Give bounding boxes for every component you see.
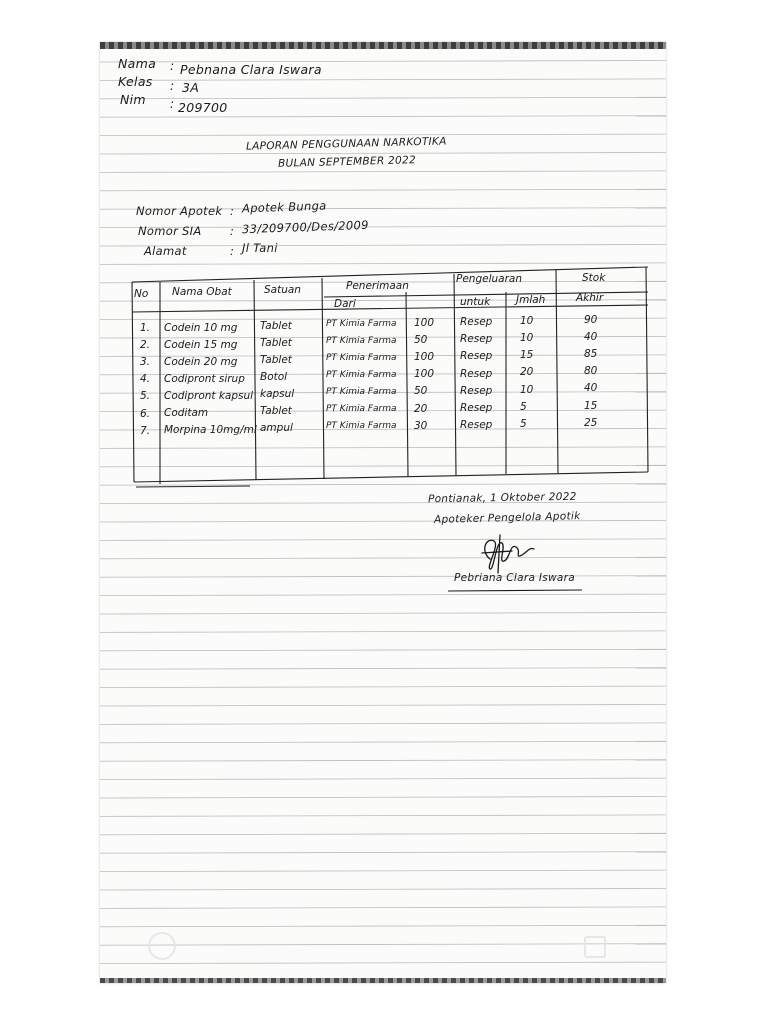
- pharmacy-colon: :: [230, 204, 235, 218]
- pharmacy-value-nomor-sia: 33/209700/Des/2009: [241, 217, 369, 237]
- table-cell-untuk: Resep: [460, 316, 493, 329]
- report-subtitle: BULAN SEPTEMBER 2022: [277, 154, 417, 170]
- table-header-satuan: Satuan: [264, 284, 301, 296]
- table-cell-untuk: Resep: [460, 333, 493, 346]
- table-cell-no: 2.: [140, 339, 151, 352]
- table-cell-stok: 25: [584, 416, 598, 429]
- table-cell-untuk: Resep: [460, 367, 493, 380]
- table-cell-terima: 100: [414, 351, 435, 364]
- table-cell-stok: 40: [584, 331, 598, 344]
- table-cell-dari: PT Kimia Farma: [326, 421, 397, 432]
- table-cell-satuan: Tablet: [260, 405, 292, 418]
- identity-value-nim: 209700: [178, 100, 228, 115]
- table-cell-untuk: Resep: [460, 418, 493, 431]
- pharmacy-colon: :: [230, 224, 235, 238]
- identity-label-nama: Nama: [118, 56, 157, 71]
- table-cell-satuan: Botol: [260, 371, 288, 384]
- pharmacy-label-nomor-sia: Nomor SIA: [138, 224, 202, 238]
- pharmacy-label-alamat: Alamat: [144, 244, 187, 258]
- table-cell-no: 5.: [140, 390, 151, 403]
- table-cell-terima: 20: [414, 402, 428, 415]
- pharmacy-value-alamat: Jl Tani: [242, 241, 278, 255]
- identity-colon: :: [170, 58, 175, 73]
- table-cell-dari: PT Kimia Farma: [326, 335, 397, 346]
- table-cell-jumlah: 20: [520, 366, 534, 379]
- table-cell-dari: PT Kimia Farma: [326, 318, 397, 329]
- table-cell-satuan: kapsul: [260, 388, 295, 401]
- table-cell-stok: 85: [584, 348, 598, 361]
- table-cell-dari: PT Kimia Farma: [326, 369, 397, 380]
- table-header-no: No: [134, 288, 149, 300]
- table-cell-nama: Codein 20 mg: [164, 355, 238, 368]
- table-cell-nama: Codipront sirup: [164, 372, 245, 385]
- table-cell-satuan: Tablet: [260, 319, 292, 332]
- faint-logo-mark-left: [148, 932, 176, 960]
- table-cell-jumlah: 5: [520, 417, 527, 430]
- identity-value-kelas: 3A: [182, 80, 200, 95]
- table-cell-untuk: Resep: [460, 350, 493, 363]
- table-cell-nama: Coditam: [164, 407, 209, 420]
- table-cell-stok: 90: [584, 314, 598, 326]
- table-cell-terima: 50: [414, 334, 428, 347]
- table-cell-nama: Codipront kapsul: [164, 389, 254, 402]
- identity-colon: :: [170, 78, 175, 93]
- table-cell-no: 3.: [140, 356, 151, 369]
- table-header-pengeluaran: Pengeluaran: [456, 273, 522, 285]
- table-cell-nama: Codein 15 mg: [164, 338, 238, 351]
- signature-underline: [448, 588, 584, 594]
- table-cell-dari: PT Kimia Farma: [326, 387, 397, 398]
- table-header-stok: Stok: [582, 272, 606, 284]
- closing-name: Pebriana Clara Iswara: [454, 572, 575, 584]
- table-header-akhir: Akhir: [576, 292, 604, 304]
- table-cell-terima: 50: [414, 385, 428, 398]
- table-header-jumlah: Jmlah: [516, 294, 546, 306]
- table-cell-no: 4.: [140, 373, 151, 386]
- table-header-untuk: untuk: [460, 296, 491, 308]
- table-cell-jumlah: 5: [520, 400, 527, 413]
- table-cell-nama: Codein 10 mg: [164, 321, 238, 334]
- table-cell-untuk: Resep: [460, 401, 493, 414]
- table-header-nama-obat: Nama Obat: [172, 286, 232, 298]
- table-cell-terima: 100: [414, 317, 435, 330]
- table-cell-jumlah: 10: [520, 332, 534, 345]
- report-title: LAPORAN PENGGUNAAN NARKOTIKA: [245, 135, 447, 153]
- table-cell-stok: 80: [584, 365, 598, 378]
- table-cell-jumlah: 10: [520, 315, 534, 328]
- handwritten-signature: [472, 529, 542, 577]
- table-header-penerimaan: Penerimaan: [346, 280, 409, 292]
- table-cell-nama: Morpina 10mg/ml: [164, 424, 257, 437]
- table-cell-dari: PT Kimia Farma: [326, 352, 397, 363]
- report-table-grid: [100, 42, 666, 983]
- pharmacy-value-nomor-apotek: Apotek Bunga: [241, 198, 327, 216]
- table-cell-no: 1.: [140, 322, 151, 334]
- table-cell-stok: 15: [584, 399, 598, 412]
- table-cell-dari: PT Kimia Farma: [326, 404, 397, 415]
- identity-value-nama: Pebnana Clara Iswara: [180, 62, 322, 77]
- table-cell-untuk: Resep: [460, 384, 493, 397]
- table-cell-jumlah: 10: [520, 383, 534, 396]
- table-cell-satuan: Tablet: [260, 354, 292, 367]
- table-cell-terima: 30: [414, 419, 428, 432]
- table-cell-terima: 100: [414, 368, 435, 381]
- identity-label-kelas: Kelas: [118, 74, 153, 89]
- notebook-page: [100, 42, 666, 983]
- closing-role: Apoteker Pengelola Apotik: [433, 510, 581, 526]
- pharmacy-colon: :: [230, 244, 235, 258]
- table-cell-satuan: ampul: [260, 422, 293, 435]
- pharmacy-label-nomor-apotek: Nomor Apotek: [136, 204, 223, 218]
- table-cell-no: 6.: [140, 407, 151, 420]
- closing-place-date: Pontianak, 1 Oktober 2022: [427, 490, 577, 506]
- table-cell-no: 7.: [140, 424, 151, 437]
- table-header-dari: Dari: [334, 298, 356, 310]
- table-cell-satuan: Tablet: [260, 336, 292, 349]
- table-cell-stok: 40: [584, 382, 598, 395]
- faint-logo-mark-right: [584, 936, 606, 958]
- identity-label-nim: Nim: [120, 92, 146, 107]
- table-cell-jumlah: 15: [520, 349, 534, 362]
- identity-colon: :: [170, 96, 175, 111]
